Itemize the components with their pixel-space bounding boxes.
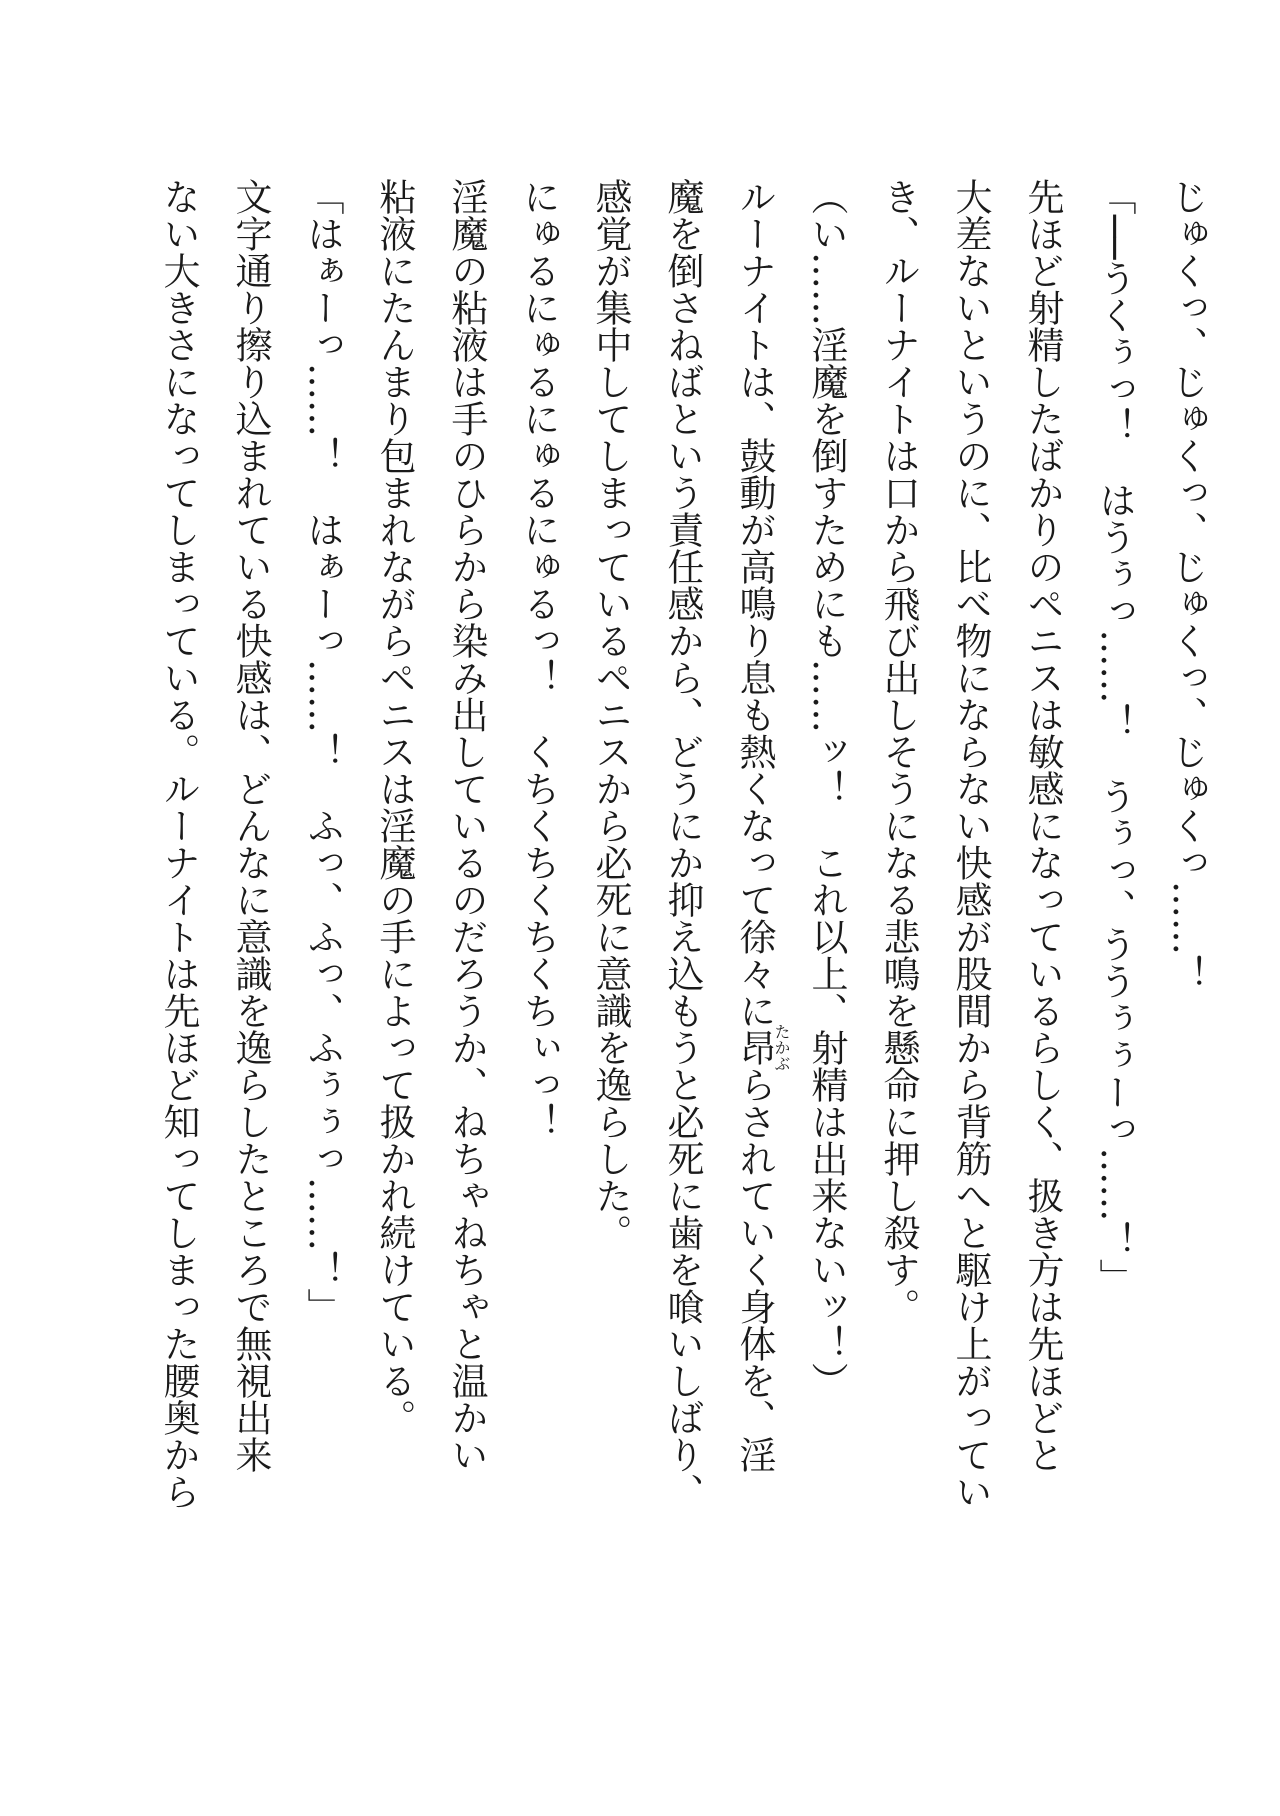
text-line-6: （い……淫魔を倒すためにも……ッ！ これ以上、射精は出来ないッ！）	[805, 178, 848, 1399]
ruby-base: 昂	[733, 1023, 776, 1072]
text-line-7-head: ルーナイトは、鼓動が高鳴り息も熱くなって徐々に	[733, 178, 776, 1029]
text-line-10: にゅるにゅるにゅるにゅるっ！ くちくちくちくちぃっ！	[517, 178, 560, 1140]
text-line-11: 淫魔の粘液は手のひらから染み出しているのだろうか、ねちゃねちゃと温かい	[445, 178, 488, 1473]
ruby-reading: たかぶ	[772, 1023, 791, 1072]
text-line-15: ない大きさになってしまっている。ルーナイトは先ほど知ってしまった腰奥から	[157, 178, 200, 1510]
text-line-12: 粘液にたんまり包まれながらペニスは淫魔の手によって扱かれ続けている。	[373, 178, 416, 1436]
ruby-word	[733, 1023, 791, 1072]
text-line-13: 「はぁーっ……！ はぁーっ……！ ふっ、ふっ、ふぅぅっ……！」	[301, 178, 344, 1325]
text-line-7-tail: らされていく身体を、淫	[733, 1066, 776, 1473]
text-line-7	[718, 178, 790, 1668]
text-line-14: 文字通り擦り込まれている快感は、どんなに意識を逸らしたところで無視出来	[229, 178, 272, 1473]
vertical-text-body	[142, 178, 1222, 1668]
text-line-1: じゅくっ、じゅくっ、じゅくっ、じゅくっ……！	[1165, 178, 1208, 992]
text-line-3: 先ほど射精したばかりのペニスは敏感になっているらしく、扱き方は先ほどと	[1021, 178, 1064, 1473]
text-line-9: 感覚が集中してしまっているペニスから必死に意識を逸らした。	[589, 178, 632, 1251]
text-line-5: き、ルーナイトは口から飛び出しそうになる悲鳴を懸命に押し殺す。	[877, 178, 920, 1325]
text-line-2: 「──うくぅっ！ はうぅっ……！ うぅっ、ううぅぅーっ……！」	[1093, 178, 1136, 1296]
text-line-8: 魔を倒さねばという責任感から、どうにか抑え込もうと必死に歯を喰いしばり、	[661, 178, 704, 1510]
text-line-4: 大差ないというのに、比べ物にならない快感が股間から背筋へと駆け上がってい	[949, 178, 992, 1510]
